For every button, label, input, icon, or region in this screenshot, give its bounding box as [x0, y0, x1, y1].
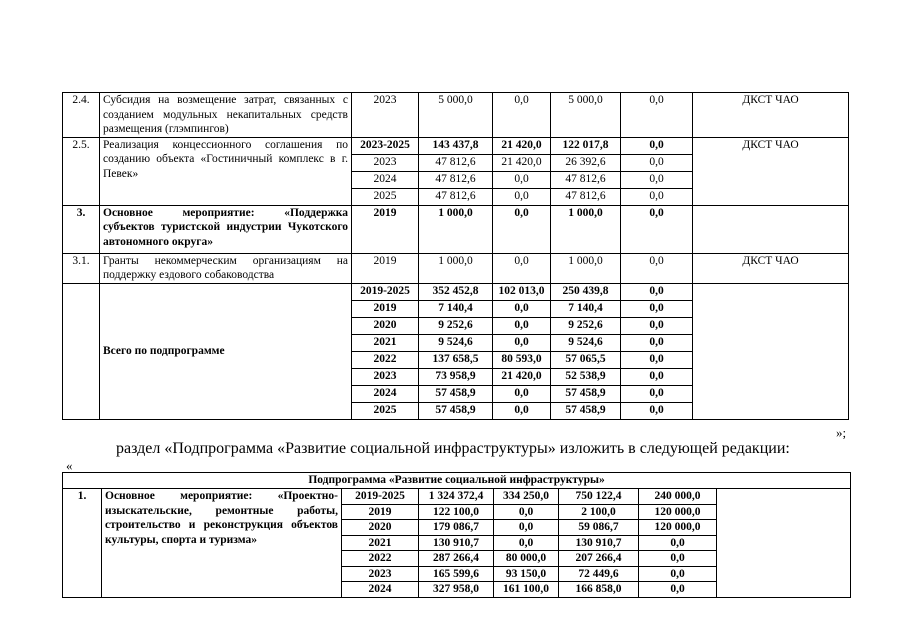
federal-budget-cell: 93 150,0: [494, 566, 559, 582]
total-amount-cell: 47 812,6: [419, 171, 493, 188]
other-sources-cell: 0,0: [639, 566, 717, 582]
period-cell: 2024: [342, 582, 419, 598]
other-sources-cell: 0,0: [621, 154, 693, 171]
federal-budget-cell: 80 593,0: [493, 351, 551, 368]
period-cell: 2023: [352, 368, 419, 385]
other-sources-cell: 0,0: [621, 368, 693, 385]
subprogram-title: Подпрограмма «Развитие социальной инфраструктуры»: [63, 473, 851, 489]
district-budget-cell: 47 812,6: [551, 171, 621, 188]
total-amount-cell: 137 658,5: [419, 351, 493, 368]
subprogram-title-row: [63, 473, 851, 489]
other-sources-cell: 0,0: [621, 402, 693, 419]
total-amount-cell: 5 000,0: [419, 93, 493, 138]
district-budget-cell: 57 458,9: [551, 385, 621, 402]
period-cell: 2019-2025: [342, 489, 419, 505]
total-amount-cell: 327 958,0: [419, 582, 494, 598]
executor-cell: ДКСТ ЧАО: [693, 93, 849, 138]
district-budget-cell: 72 449,6: [559, 566, 639, 582]
total-amount-cell: 1 324 372,4: [419, 489, 494, 505]
executor-cell: ДКСТ ЧАО: [693, 137, 849, 205]
other-sources-cell: 0,0: [621, 334, 693, 351]
federal-budget-cell: 0,0: [494, 504, 559, 520]
total-amount-cell: 47 812,6: [419, 188, 493, 205]
period-cell: 2019: [352, 253, 419, 283]
period-cell: 2023: [352, 154, 419, 171]
item-name: Реализация концессионного соглашения по созданию объекта «Гостиничный комплекс в г. Певек»: [100, 137, 352, 205]
other-sources-cell: 0,0: [621, 171, 693, 188]
total-amount-cell: 73 958,9: [419, 368, 493, 385]
empty-executor-cell: [693, 283, 849, 419]
period-cell: 2021: [352, 334, 419, 351]
federal-budget-cell: 21 420,0: [493, 137, 551, 154]
federal-budget-cell: 0,0: [493, 402, 551, 419]
funding-table-tourism: [62, 92, 849, 420]
federal-budget-cell: 21 420,0: [493, 368, 551, 385]
item-name: Основное мероприятие: «Проектно-изыскательские, ремонтные работы, строительство и реконструкция объектов культуры, спорта и туризма»: [102, 489, 342, 598]
other-sources-cell: 0,0: [621, 300, 693, 317]
subprogram-total-label: Всего по подпрограмме: [100, 283, 352, 419]
other-sources-cell: 0,0: [621, 385, 693, 402]
other-sources-cell: 0,0: [621, 283, 693, 300]
district-budget-cell: 7 140,4: [551, 300, 621, 317]
item-name: Основное мероприятие: «Поддержка субъектов туристской индустрии Чукотского автономного округа»: [100, 205, 352, 253]
item-name: Субсидия на возмещение затрат, связанных с созданием модульных некапитальных средств размещения (глэмпингов): [100, 93, 352, 138]
item-number: 3.1.: [63, 253, 100, 283]
other-sources-cell: 0,0: [621, 188, 693, 205]
total-amount-cell: 130 910,7: [419, 535, 494, 551]
federal-budget-cell: 102 013,0: [493, 283, 551, 300]
total-amount-cell: 9 524,6: [419, 334, 493, 351]
total-amount-cell: 7 140,4: [419, 300, 493, 317]
district-budget-cell: 59 086,7: [559, 520, 639, 536]
opening-quote-mark: «: [66, 458, 73, 473]
other-sources-cell: 240 000,0: [639, 489, 717, 505]
district-budget-cell: 130 910,7: [559, 535, 639, 551]
district-budget-cell: 52 538,9: [551, 368, 621, 385]
district-budget-cell: 47 812,6: [551, 188, 621, 205]
section-instruction-text: раздел «Подпрограмма «Развитие социальной инфраструктуры» изложить в следующей редакции:: [116, 440, 790, 457]
table-row: [63, 93, 849, 138]
federal-budget-cell: 0,0: [493, 317, 551, 334]
total-amount-cell: 143 437,8: [419, 137, 493, 154]
item-number: 1.: [63, 489, 102, 598]
district-budget-cell: 1 000,0: [551, 205, 621, 253]
total-amount-cell: 57 458,9: [419, 385, 493, 402]
federal-budget-cell: 80 000,0: [494, 551, 559, 567]
other-sources-cell: 120 000,0: [639, 504, 717, 520]
federal-budget-cell: 0,0: [493, 171, 551, 188]
other-sources-cell: 0,0: [639, 551, 717, 567]
total-amount-cell: 9 252,6: [419, 317, 493, 334]
district-budget-cell: 2 100,0: [559, 504, 639, 520]
other-sources-cell: 0,0: [621, 351, 693, 368]
executor-cell: ДКСТ ЧАО: [693, 253, 849, 283]
period-cell: 2020: [352, 317, 419, 334]
total-amount-cell: 57 458,9: [419, 402, 493, 419]
table-row: [63, 283, 849, 300]
district-budget-cell: 250 439,8: [551, 283, 621, 300]
period-cell: 2022: [352, 351, 419, 368]
empty-number-cell: [63, 283, 100, 419]
other-sources-cell: 120 000,0: [639, 520, 717, 536]
period-cell: 2024: [352, 385, 419, 402]
other-sources-cell: 0,0: [621, 253, 693, 283]
district-budget-cell: 207 266,4: [559, 551, 639, 567]
other-sources-cell: 0,0: [621, 137, 693, 154]
period-cell: 2023-2025: [352, 137, 419, 154]
period-cell: 2023: [342, 566, 419, 582]
federal-budget-cell: 0,0: [493, 188, 551, 205]
other-sources-cell: 0,0: [639, 582, 717, 598]
district-budget-cell: 57 458,9: [551, 402, 621, 419]
federal-budget-cell: 334 250,0: [494, 489, 559, 505]
table-row: [63, 253, 849, 283]
federal-budget-cell: 21 420,0: [493, 154, 551, 171]
closing-quote-mark: »;: [836, 425, 847, 440]
total-amount-cell: 352 452,8: [419, 283, 493, 300]
federal-budget-cell: 0,0: [493, 205, 551, 253]
total-amount-cell: 179 086,7: [419, 520, 494, 536]
other-sources-cell: 0,0: [621, 317, 693, 334]
federal-budget-cell: 0,0: [494, 535, 559, 551]
item-name: Гранты некоммерческим организациям на поддержку ездового собаководства: [100, 253, 352, 283]
federal-budget-cell: 0,0: [494, 520, 559, 536]
federal-budget-cell: 0,0: [493, 385, 551, 402]
district-budget-cell: 750 122,4: [559, 489, 639, 505]
total-amount-cell: 122 100,0: [419, 504, 494, 520]
item-number: 3.: [63, 205, 100, 253]
period-cell: 2025: [352, 402, 419, 419]
district-budget-cell: 57 065,5: [551, 351, 621, 368]
executor-cell: [693, 205, 849, 253]
total-amount-cell: 287 266,4: [419, 551, 494, 567]
period-cell: 2019-2025: [352, 283, 419, 300]
district-budget-cell: 9 252,6: [551, 317, 621, 334]
district-budget-cell: 5 000,0: [551, 93, 621, 138]
district-budget-cell: 9 524,6: [551, 334, 621, 351]
other-sources-cell: 0,0: [621, 205, 693, 253]
table-row: [63, 205, 849, 253]
table-row: [63, 137, 849, 154]
funding-table-social-infrastructure: [62, 472, 851, 598]
total-amount-cell: 165 599,6: [419, 566, 494, 582]
total-amount-cell: 47 812,6: [419, 154, 493, 171]
district-budget-cell: 26 392,6: [551, 154, 621, 171]
other-sources-cell: 0,0: [621, 93, 693, 138]
federal-budget-cell: 0,0: [493, 93, 551, 138]
federal-budget-cell: 0,0: [493, 253, 551, 283]
empty-executor-cell: [717, 489, 851, 598]
federal-budget-cell: 0,0: [493, 300, 551, 317]
district-budget-cell: 1 000,0: [551, 253, 621, 283]
item-number: 2.5.: [63, 137, 100, 205]
period-cell: 2019: [342, 504, 419, 520]
district-budget-cell: 166 858,0: [559, 582, 639, 598]
period-cell: 2022: [342, 551, 419, 567]
federal-budget-cell: 161 100,0: [494, 582, 559, 598]
item-number: 2.4.: [63, 93, 100, 138]
total-amount-cell: 1 000,0: [419, 253, 493, 283]
period-cell: 2025: [352, 188, 419, 205]
period-cell: 2019: [352, 300, 419, 317]
table-row: [63, 489, 851, 505]
district-budget-cell: 122 017,8: [551, 137, 621, 154]
period-cell: 2023: [352, 93, 419, 138]
period-cell: 2019: [352, 205, 419, 253]
period-cell: 2024: [352, 171, 419, 188]
other-sources-cell: 0,0: [639, 535, 717, 551]
federal-budget-cell: 0,0: [493, 334, 551, 351]
total-amount-cell: 1 000,0: [419, 205, 493, 253]
period-cell: 2021: [342, 535, 419, 551]
period-cell: 2020: [342, 520, 419, 536]
